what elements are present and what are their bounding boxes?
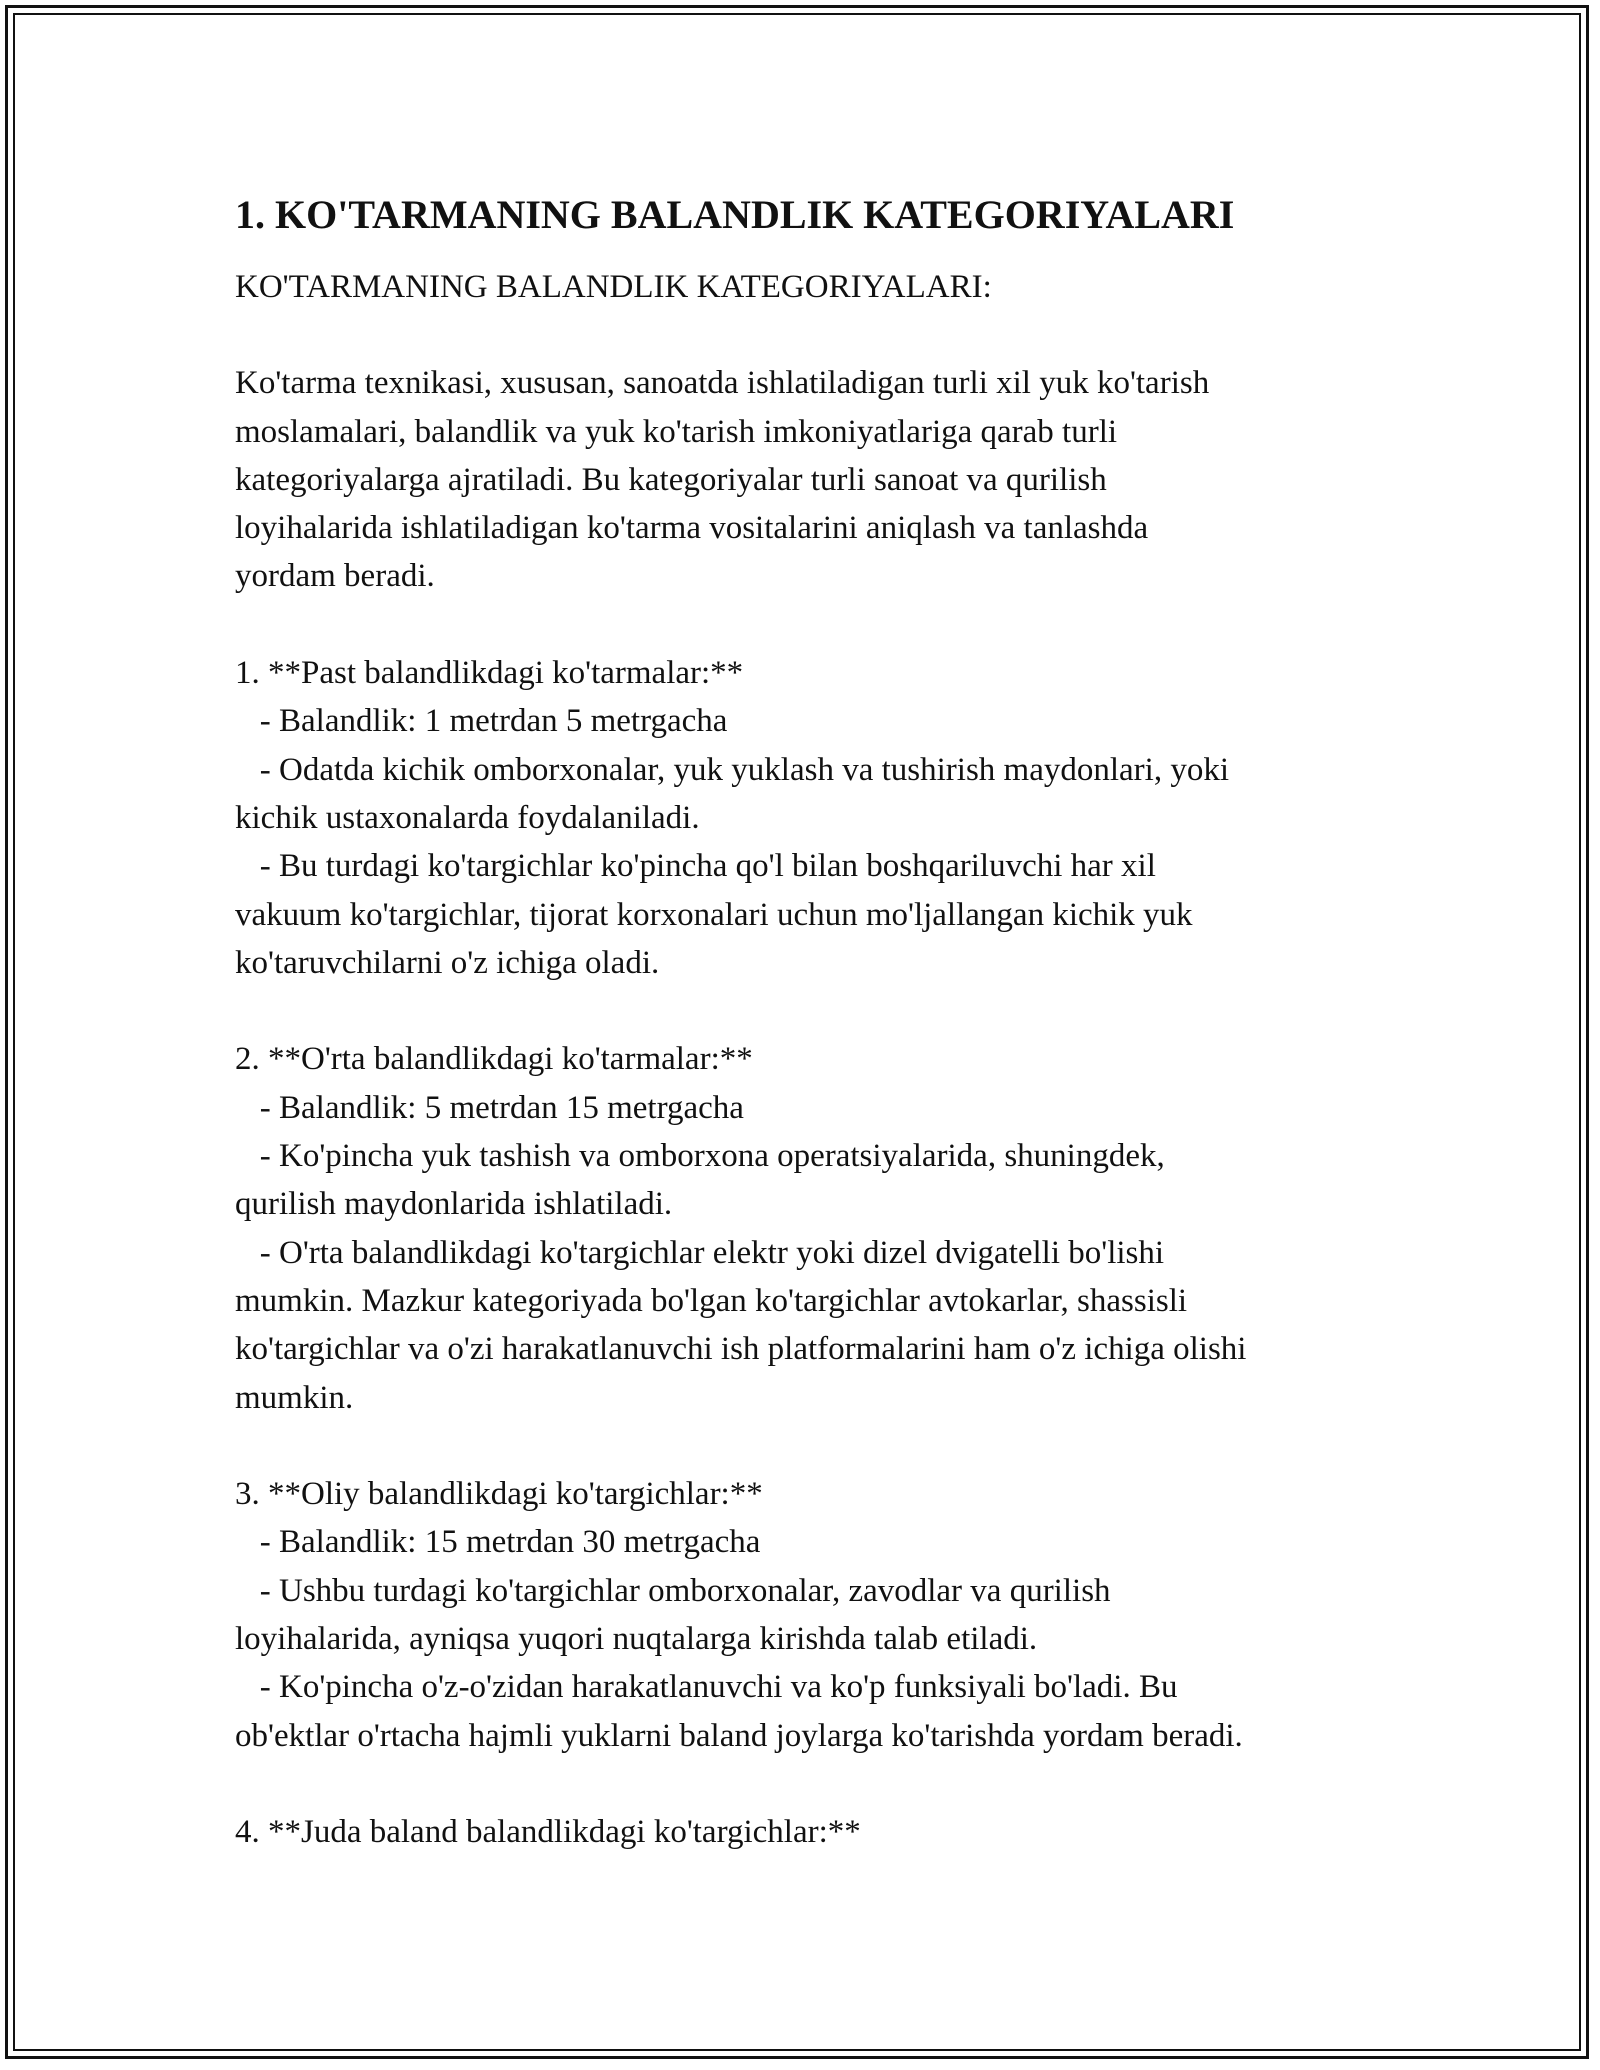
section-heading: 4. **Juda baland balandlikdagi ko'targichlar:**: [235, 1814, 861, 1851]
blank-line: [235, 311, 1415, 359]
section-low-height: [235, 649, 1415, 987]
blank-line: [235, 1760, 1415, 1808]
document-title: 1. KO'TARMANING BALANDLIK KATEGORIYALARI: [235, 192, 1235, 237]
section-line: - Balandlik: 5 metrdan 15 metrgacha: [235, 1089, 744, 1126]
intro-line: kategoriyalarga ajratiladi. Bu kategoriyalar turli sanoat va qurilish: [235, 461, 1107, 498]
intro-line: moslamalari, balandlik va yuk ko'tarish imkoniyatlariga qarab turli: [235, 413, 1118, 450]
section-medium-height: [235, 1035, 1415, 1421]
intro-line: yordam beradi.: [235, 558, 435, 595]
section-high-height: [235, 1470, 1415, 1760]
blank-line: [235, 1422, 1415, 1470]
section-line: - Odatda kichik omborxonalar, yuk yuklash va tushirish maydonlari, yoki: [235, 751, 1229, 788]
section-line: - O'rta balandlikdagi ko'targichlar elektr yoki dizel dvigatelli bo'lishi: [235, 1234, 1165, 1271]
intro-line: Ko'tarma texnikasi, xususan, sanoatda ishlatiladigan turli xil yuk ko'tarish: [235, 365, 1210, 402]
section-line: vakuum ko'targichlar, tijorat korxonalari uchun mo'ljallangan kichik yuk: [235, 896, 1193, 933]
section-heading: 1. **Past balandlikdagi ko'tarmalar:**: [235, 655, 744, 692]
section-line: - Ushbu turdagi ko'targichlar omborxonalar, zavodlar va qurilish: [235, 1572, 1111, 1609]
section-very-high-height: [235, 1808, 1415, 1856]
section-line: - Balandlik: 1 metrdan 5 metrgacha: [235, 703, 728, 740]
section-line: - Ko'pincha o'z-o'zidan harakatlanuvchi va ko'p funksiyali bo'ladi. Bu: [235, 1669, 1178, 1706]
intro-line: loyihalarida ishlatiladigan ko'tarma vositalarini aniqlash va tanlashda: [235, 510, 1149, 547]
section-heading: 3. **Oliy balandlikdagi ko'targichlar:**: [235, 1476, 763, 1513]
document-body: [235, 187, 1415, 1857]
section-line: ob'ektlar o'rtacha hajmli yuklarni baland joylarga ko'tarishda yordam beradi.: [235, 1717, 1243, 1754]
intro-paragraph: [235, 359, 1415, 600]
section-line: mumkin. Mazkur kategoriyada bo'lgan ko'targichlar avtokarlar, shassisli: [235, 1282, 1188, 1319]
section-line: - Bu turdagi ko'targichlar ko'pincha qo'l bilan boshqariluvchi har xil: [235, 848, 1156, 885]
section-line: ko'targichlar va o'zi harakatlanuvchi ish platformalarini ham o'z ichiga olishi: [235, 1331, 1247, 1368]
section-line: loyihalarida, ayniqsa yuqori nuqtalarga kirishda talab etiladi.: [235, 1621, 1038, 1658]
section-line: qurilish maydonlarida ishlatiladi.: [235, 1186, 673, 1223]
blank-line: [235, 987, 1415, 1035]
blank-line: [235, 601, 1415, 649]
document-subtitle: KO'TARMANING BALANDLIK KATEGORIYALARI:: [235, 269, 992, 305]
section-line: - Balandlik: 15 metrdan 30 metrgacha: [235, 1524, 761, 1561]
section-line: kichik ustaxonalarda foydalaniladi.: [235, 799, 700, 836]
section-line: mumkin.: [235, 1379, 354, 1416]
section-heading: 2. **O'rta balandlikdagi ko'tarmalar:**: [235, 1041, 753, 1078]
section-line: - Ko'pincha yuk tashish va omborxona operatsiyalarida, shuningdek,: [235, 1138, 1165, 1175]
section-line: ko'taruvchilarni o'z ichiga oladi.: [235, 944, 660, 981]
